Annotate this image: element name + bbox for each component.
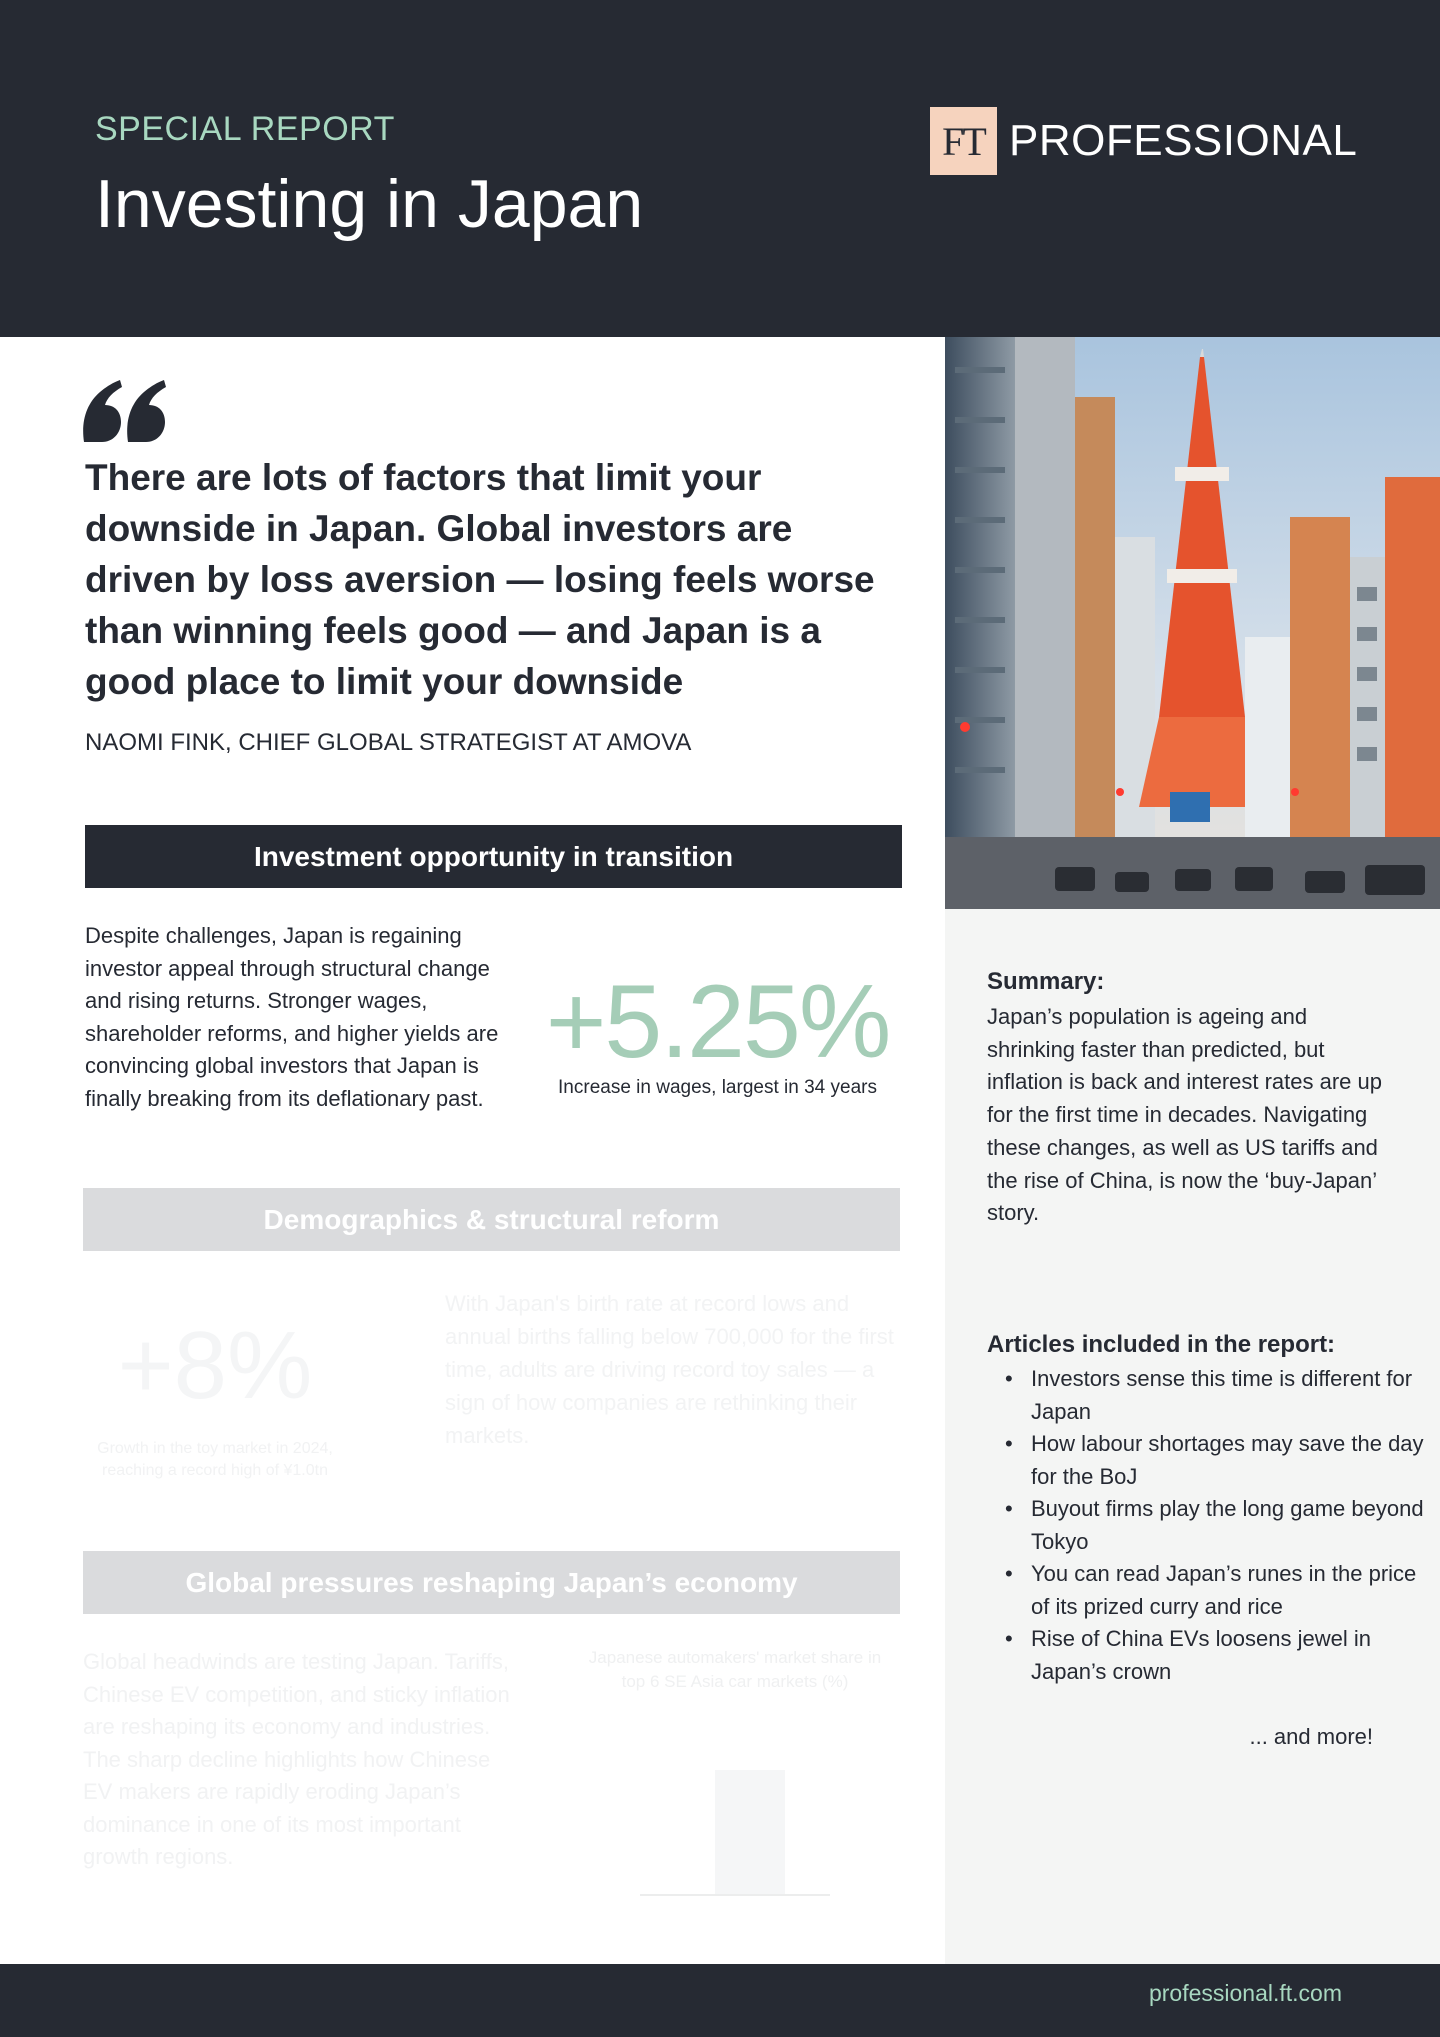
- wage-stat-caption: Increase in wages, largest in 34 years: [558, 1077, 877, 1098]
- report-title: Investing in Japan: [95, 166, 644, 242]
- articles-label: Articles included in the report:: [987, 1331, 1336, 1358]
- tokyo-tower-photo: [945, 337, 1440, 909]
- logo-wordmark: PROFESSIONAL: [1009, 116, 1358, 165]
- toy-stat-caption: Growth in the toy market in 2024, reaching a record high of ¥1.0tn: [97, 1440, 333, 1479]
- article-item: • How labour shortages may save the day for the BoJ: [1031, 1428, 1431, 1493]
- wage-stat-value: +5.25%: [545, 964, 890, 1080]
- section-heading-demographics: Demographics & structural reform: [83, 1188, 900, 1251]
- quote-attribution: NAOMI FINK, CHIEF GLOBAL STRATEGIST AT AMOVA: [85, 729, 692, 756]
- faded-bar-chart: [620, 1720, 850, 1910]
- article-item: • Rise of China EVs loosens jewel in Japan’s crown: [1031, 1623, 1431, 1688]
- section-heading-global-pressures: Global pressures reshaping Japan’s economy: [83, 1551, 900, 1614]
- eyebrow-label: SPECIAL REPORT: [95, 110, 395, 148]
- chart-title: Japanese automakers' market share in top 6 SE Asia car markets (%): [588, 1648, 882, 1691]
- article-item: • Buyout firms play the long game beyond Tokyo: [1031, 1493, 1431, 1558]
- chart-bar: [715, 1770, 785, 1895]
- summary-text: Japan’s population is ageing and shrinking faster than predicted, but inflation is back and interest rates are up for the first time in decades. Navigating these changes, as well as US tariffs and the rise of China, is now the ‘buy-Japan’ story.: [987, 1004, 1383, 1226]
- ft-logo-mark: FT: [930, 107, 997, 175]
- summary-label: Summary:: [987, 968, 1105, 995]
- section-body-investment: Despite challenges, Japan is regaining investor appeal through structural change and rising returns. Stronger wages, shareholder reforms, and higher yields are convincing global investors that Japan is finally breaking from its deflationary past.: [85, 923, 499, 1111]
- articles-list: [987, 1363, 1431, 1688]
- ft-professional-logo: [930, 107, 1357, 175]
- section-heading-investment: Investment opportunity in transition: [85, 825, 902, 888]
- toy-stat-value: +8%: [117, 1312, 313, 1419]
- website-link[interactable]: professional.ft.com: [1148, 1980, 1342, 2006]
- section-body-global-pressures: Global headwinds are testing Japan. Tariffs, Chinese EV competition, and sticky inflation are reshaping its economy and industries. The sharp decline highlights how Chinese EV makers are rapidly eroding Japan’s dominance in one of its most important growth regions.: [83, 1649, 510, 1869]
- quotation-mark-icon: [80, 378, 168, 444]
- article-item: • You can read Japan’s runes in the price of its prized curry and rice: [1031, 1558, 1431, 1623]
- pull-quote: There are lots of factors that limit your downside in Japan. Global investors are driven by loss aversion — losing feels worse than winning feels good — and Japan is a good place to limit your downside: [85, 457, 875, 702]
- section-body-demographics: With Japan's birth rate at record lows and annual births falling below 700,000 for the first time, adults are driving record toy sales — a sign of how companies are rethinking their markets.: [445, 1291, 894, 1448]
- article-item: • Investors sense this time is different for Japan: [1031, 1363, 1431, 1428]
- and-more-text: ... and more!: [1249, 1724, 1373, 1749]
